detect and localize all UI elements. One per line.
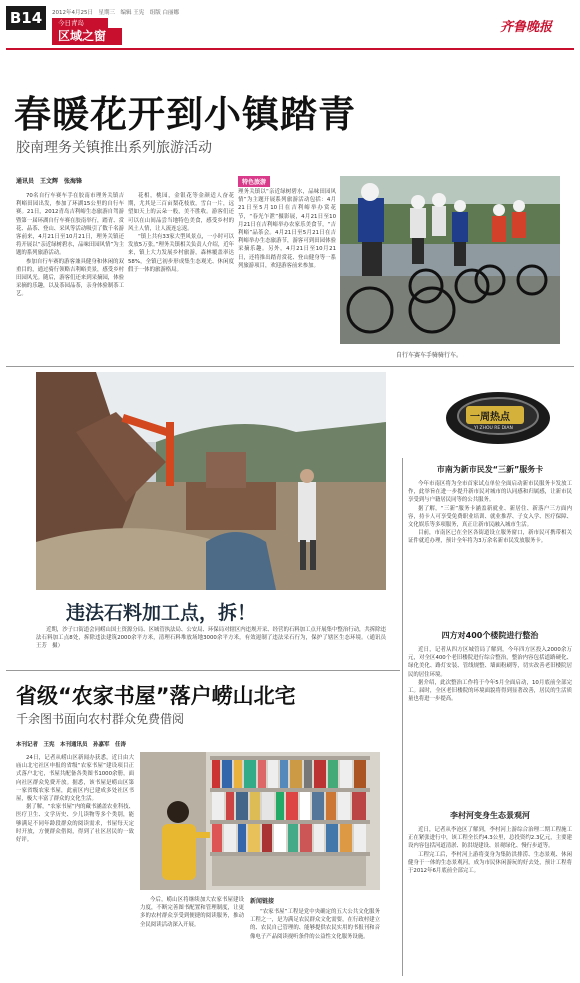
right-headline-2: 四方对400个楼院进行整治 [441, 631, 539, 640]
badge-title: 一周热点 [470, 412, 510, 423]
right-column-rule [402, 458, 403, 976]
right-body-3-p1: 近日，记者从李沧区了解到，李村河上游综合治理二期工程施工正在紧张进行中，该工程全长约4.3公里，总投资约2.3亿元，主要建设内容包括河道清淤、防洪堤建设、景观绿化、慢行步道等。 [408, 827, 572, 850]
article1-col2 [128, 192, 234, 274]
right-body-1-p2: 据了解，“三新”服务卡涵盖新就业、新居住、新落户三方面内容，持卡人可享受免费职业培训、就业推荐、子女入学、医疗保障、文化娱乐等多项服务，真正让新市民融入城市生活。 [408, 505, 572, 529]
paper-logo: 齐鲁晚报 [500, 20, 553, 35]
article3-col2: 今后，崂山区将继续加大农家书屋建设力度，不断完善图书配置和管理制度，让更多的农村群众享受到便捷的阅读服务，推动全民阅读活动深入开展。 [140, 897, 244, 928]
article3-byline: 本刊记者 王宪 本刊通讯员 孙嘉军 任涛 [16, 742, 127, 748]
badge-pinyin: YI ZHOU RE DIAN [474, 426, 513, 431]
article3-col1-p1: 24日，记者从崂山区新闻办获悉，近日由大庙山北宅社区申报的省级“农家书屋”建设项目正式落户北宅，书屋共配备各类图书1000余册，面向社区群众免费开放。据悉，该书屋是崂山区第一家省级农家书屋，此前区内已建成多处社区书屋，极大丰富了群众的文化生活。 [16, 755, 134, 803]
cyclists-photo [340, 176, 560, 344]
article3-col3-label: 新闻链接 [250, 898, 275, 905]
article1-col2-p1: 花相，桃园，金银花等金颜适人奋花期，尤其是三百亩梨花枝放，雪白一片，远望如天上的云朵一般，美不胜收。游客们还可以在山间品尝当地特色美食，感受乡村的风土人情，让人流连忘返。 [128, 193, 234, 232]
article1-headline: 春暖花开到小镇踏青 [14, 93, 356, 136]
article1-byline: 通讯员 王文辉 张海锋 [16, 178, 83, 185]
article1-col3-label: 特色旅游 [238, 176, 270, 187]
article1-col3: 理务关镇以“亲近绿树碧水，品味田园风情”为主题开展系列旅游活动包括：4月21日至5月10日在吉利峪举办赏花节，“春光乍泄”摄影展，4月21日至10月21日在吉利峪举办农家乐美食节，“吉利峪”品茶会。4月21日至5月21日在吉利峪举办生态旅游节，游客可到田园体验采摘乐趣。另外，4月21日至10月21日，还将推出踏青赏花、登山健身等一系列旅游项目，欢迎游客前来参加。 [238, 189, 336, 269]
article1-col1-p1: 70名自行车赛车手在胶南市理务关镇吉利峪田园出发，参加了环湖15公里的自行车赛。21日，2012青岛吉利峪生态旅游自驾游暨第一届环湖自行车赛在胶南举行，踏青、赏花、品茶、登山、采风等活动吸引了数千名游客前来，4月21日至10月21日，理务关镇还将开展以“亲近绿树碧水，品味田园风情”为主题的系列旅游活动。 [16, 193, 125, 257]
article3-col1-p2: 据了解，“农家书屋”内的藏书涵盖农业科技、医疗卫生、文学历史、少儿读物等多个类别，能够满足不同年龄段群众的阅读需求，书屋每天定时开放，方便群众借阅，得到了社区居民的一致好评。 [16, 804, 135, 844]
page-number: B14 [6, 6, 46, 30]
right-body-1-p1: 今年市南区将为全市首家试点单位全面启动新市民服务卡发放工作，此举旨在进一步提升新市民对城市的认同感和归属感，让新市民享受到与户籍居民同等的公共服务。 [408, 481, 572, 504]
issue-meta: 2012年4月25日 星期三 编辑 王宪 组版 白丽娜 [52, 10, 179, 16]
right-body-1 [408, 480, 572, 546]
article1-col2-p2: “镇上共有33家大型风景点，一小时可以发放5万张。”理务关镇相关负责人介绍，近年来，镇上大力发展乡村旅游，森林覆盖率达58%，全镇已初步形成集生态观光、休闲度假于一体的旅游格局。 [128, 234, 234, 273]
section-tag-top: 今日青岛 [52, 18, 108, 28]
right-headline-3: 李村河变身生态景观河 [450, 811, 530, 820]
right-headline-1: 市南为新市民发“三新”服务卡 [436, 465, 544, 474]
right-body-3 [408, 826, 572, 875]
right-body-2-p1: 近日，记者从四方区城管局了解到，今年四方区投入2000余万元，对全区400个老旧楼院进行综合整治，整治内容包括道路硬化、绿化美化、路灯安装、管线规整、墙面粉刷等，切实改善老旧楼院居民的居住环境。 [408, 647, 572, 678]
article1-col1-p2: 参加自行车赛的游客兼具健身和休闲的双重目的，通过骑行领略吉利峪美景，感受乡村田园风光。随后，游客们还来到采摘园，体验采摘的乐趣，以及茶园品茶，亲身体验制茶工艺。 [16, 258, 124, 298]
article2-body: 近期，沙子口街道会同崂山国土资源分局、区城管执法局、公安局、环保局对辖区内违规开采、经营的石料加工点开展集中整治行动，共拆除违法石料加工点8处，拆除违法建筑2000余平方米，清理石料堆放场地3000余平方米，有效遏制了违法采石行为，保护了辖区生态环境。（通讯员 王芳 摄） [36, 627, 392, 650]
library-photo [140, 752, 380, 890]
cyclists-photo-caption: 自行车赛车手骑骑行车。 [396, 352, 463, 359]
right-body-2-p2: 据介绍，此次整治工作将于今年5月全面启动，10月底前全部完工。届时，全区老旧楼院的环境面貌将得到显著改善，居民的生活质量也将进一步提高。 [408, 679, 572, 703]
weekly-hot-badge [444, 388, 552, 448]
right-body-3-p2: 工程完工后，李村河上游将变身为集防洪排涝、生态景观、休闲健身于一体的生态景观河，成为市民休闲游玩的好去处，预计工程将于2012年6月底前全部完工。 [408, 851, 572, 875]
section-tag-main: 区域之窗 [52, 28, 122, 45]
divider-1 [6, 366, 574, 367]
article3-col3: “农家书屋”工程是党中央确定的五大公共文化服务工程之一，是为满足农民群众文化需要，在行政村建立的、农民自己管理的、能够提供农民实用的书报刊和音像电子产品阅读视听条件的公益性文化服务设施。 [250, 909, 380, 940]
article3-subhead: 千余图书面向农村群众免费借阅 [16, 712, 185, 726]
article3-headline: 省级“农家书屋”落户崂山北宅 [16, 684, 296, 708]
header-rule [6, 48, 574, 50]
right-body-2 [408, 646, 572, 703]
quarry-photo [36, 372, 386, 590]
article2-headline: 违法石料加工点，拆！ [66, 602, 257, 624]
article3-col1 [16, 754, 134, 844]
right-body-1-p3: 目前，市南区已在全区各街道设立服务窗口，新市民可携带相关证件就近办理，预计全年将为3万余名新市民发放服务卡。 [408, 530, 572, 545]
article1-col1 [16, 192, 124, 299]
divider-2 [6, 670, 400, 671]
article1-subhead: 胶南理务关镇推出系列旅游活动 [16, 140, 212, 156]
